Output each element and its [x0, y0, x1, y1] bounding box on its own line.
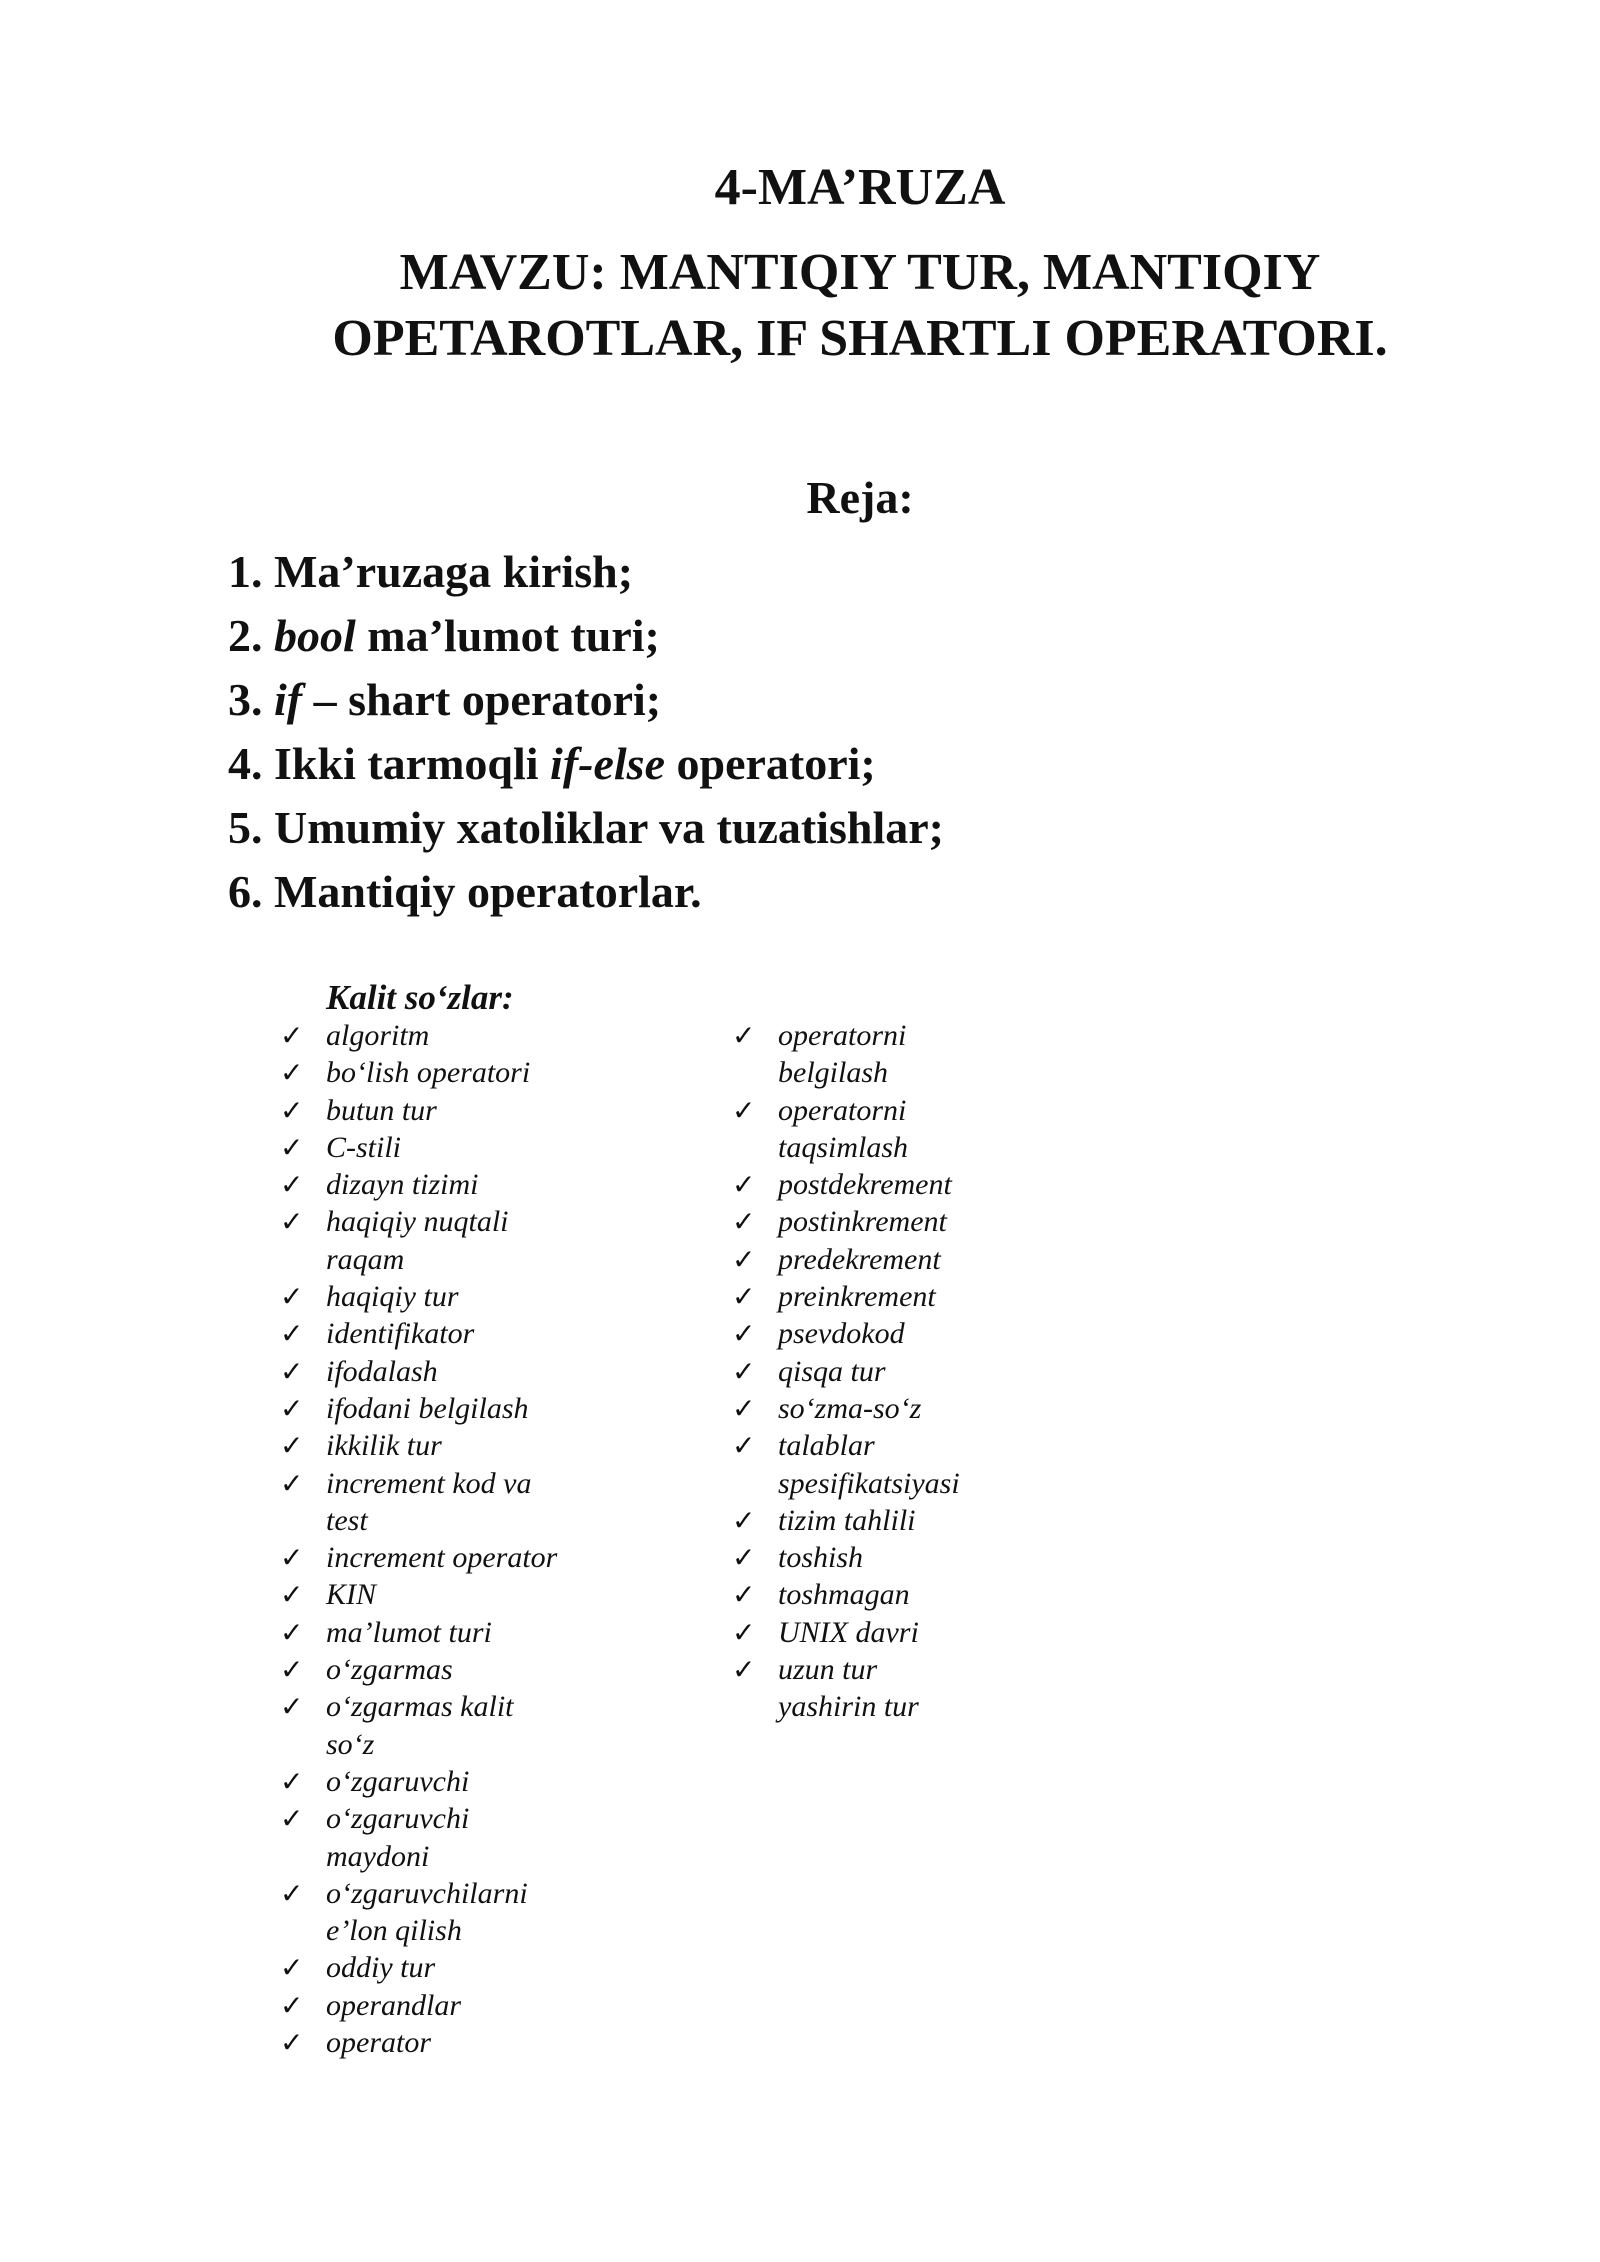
plan-item-pre: Ma’ruzaga kirish;: [262, 546, 634, 597]
keyword-item: [280, 1539, 700, 1576]
keyword-item: [732, 1166, 1062, 1203]
keywords-right-column: [732, 1017, 1062, 1726]
plan-item-pre: Mantiqiy operatorlar.: [262, 866, 702, 917]
keyword-text: ifodani belgilash: [326, 1391, 529, 1425]
keyword-text: postdekrement: [778, 1168, 952, 1202]
plan-item-pre: Ikki tarmoqli: [262, 738, 551, 789]
keyword-text: C-stili: [326, 1130, 402, 1164]
keyword-item: [732, 1539, 1062, 1576]
keyword-text: bo‘lish operatori: [326, 1056, 531, 1090]
keyword-text: preinkrement: [778, 1280, 936, 1314]
keyword-text: tizim tahlili: [778, 1503, 916, 1537]
plan-item: [228, 732, 944, 796]
keyword-text: algoritm: [326, 1019, 430, 1052]
check-mark-icon: ✓: [732, 1093, 756, 1127]
keyword-text: KIN: [326, 1578, 377, 1612]
plan-item-post: – shart operatori;: [302, 674, 662, 725]
keyword-text: yashirin tur: [778, 1690, 919, 1724]
keyword-text: o‘zgaruvchilarni: [326, 1876, 528, 1910]
keyword-item: [732, 1427, 1062, 1502]
keyword-text: test: [326, 1503, 368, 1537]
plan-item-pre: [263, 674, 275, 725]
check-mark-icon: ✓: [732, 1578, 756, 1612]
check-mark-icon: ✓: [280, 1429, 304, 1463]
keyword-item: [280, 1800, 700, 1875]
keyword-item: [280, 1465, 700, 1540]
keyword-text: ifodalash: [326, 1354, 438, 1388]
plan-item-num: 2.: [228, 610, 263, 661]
keyword-item: [280, 1949, 700, 1986]
keyword-item: [280, 1614, 700, 1651]
topic-title-line-1: MAVZU: MANTIQIY TUR, MANTIQIY: [399, 244, 1321, 301]
check-mark-icon: ✓: [280, 1056, 304, 1090]
check-mark-icon: ✓: [732, 1354, 756, 1388]
plan-item-num: 3.: [228, 674, 263, 725]
keyword-item: [732, 1576, 1062, 1613]
keyword-item: [280, 1203, 700, 1278]
plan-item-pre: [263, 610, 275, 661]
check-mark-icon: ✓: [732, 1242, 756, 1276]
plan-item-post: ma’lumot turi;: [355, 610, 660, 661]
check-mark-icon: ✓: [280, 2026, 304, 2060]
check-mark-icon: ✓: [280, 1317, 304, 1351]
check-mark-icon: ✓: [280, 1168, 304, 1202]
keyword-text: ikkilik tur: [326, 1429, 442, 1463]
plan-item-num: 6.: [228, 866, 263, 917]
check-mark-icon: ✓: [732, 1653, 756, 1687]
keyword-text: haqiqiy nuqtali: [326, 1205, 509, 1239]
keyword-text: postinkrement: [778, 1205, 947, 1239]
keyword-item: [280, 1763, 700, 1800]
keyword-item: [280, 1875, 700, 1950]
keyword-item: [732, 1241, 1062, 1278]
plan-item-num: 1.: [228, 546, 263, 597]
keyword-item: [732, 1390, 1062, 1427]
keyword-item: [280, 1092, 700, 1129]
keywords-left-column: [280, 1017, 700, 2061]
plan-item-post: operatori;: [664, 738, 876, 789]
keyword-item: [280, 2024, 700, 2061]
plan-item-pre: Umumiy xatoliklar va tuzatishlar;: [262, 802, 944, 853]
check-mark-icon: ✓: [732, 1280, 756, 1314]
keyword-item: [280, 1427, 700, 1464]
keyword-text: operator: [326, 2026, 431, 2060]
keyword-text: butun tur: [326, 1093, 437, 1127]
topic-title: [230, 240, 1490, 372]
check-mark-icon: ✓: [732, 1019, 756, 1052]
keyword-text: UNIX davri: [778, 1615, 919, 1649]
keyword-item: [280, 1166, 700, 1203]
plan-item-em: if: [274, 674, 303, 725]
keyword-text: o‘zgaruvchi: [326, 1764, 470, 1798]
keyword-item: [732, 1614, 1062, 1651]
keyword-text: operatorni: [778, 1019, 907, 1052]
keywords-heading: Kalit so‘zlar:: [326, 978, 514, 1017]
check-mark-icon: ✓: [280, 1988, 304, 2022]
check-mark-icon: ✓: [280, 1019, 304, 1052]
check-mark-icon: ✓: [732, 1429, 756, 1463]
keyword-text: dizayn tizimi: [326, 1168, 479, 1202]
keyword-text: psevdokod: [778, 1317, 905, 1351]
plan-heading: Reja:: [806, 472, 914, 523]
check-mark-icon: ✓: [280, 1130, 304, 1164]
keyword-text: operandlar: [326, 1988, 461, 2022]
keyword-text: so‘z: [326, 1727, 375, 1761]
keyword-item: [732, 1688, 1062, 1725]
check-mark-icon: ✓: [280, 1205, 304, 1239]
keyword-item: [280, 1278, 700, 1315]
plan-list: [228, 540, 944, 924]
keyword-item: [280, 1353, 700, 1390]
keyword-text: taqsimlash: [778, 1130, 909, 1164]
keyword-item: [280, 1315, 700, 1352]
keyword-text: e’lon qilish: [326, 1914, 462, 1948]
keyword-text: raqam: [326, 1242, 405, 1276]
keyword-item: [280, 1017, 700, 1054]
keyword-item: [732, 1017, 1062, 1092]
check-mark-icon: ✓: [732, 1391, 756, 1425]
plan-item-num: 4.: [228, 738, 263, 789]
check-mark-icon: ✓: [280, 1615, 304, 1649]
plan-item: [228, 604, 944, 668]
check-mark-icon: ✓: [280, 1951, 304, 1985]
keyword-text: haqiqiy tur: [326, 1280, 459, 1314]
keyword-text: increment operator: [326, 1541, 558, 1575]
check-mark-icon: ✓: [280, 1653, 304, 1687]
check-mark-icon: ✓: [732, 1205, 756, 1239]
keyword-text: identifikator: [326, 1317, 475, 1351]
keyword-text: so‘zma-so‘z: [778, 1391, 922, 1425]
plan-item: [228, 668, 944, 732]
keyword-text: o‘zgaruvchi: [326, 1802, 470, 1836]
keyword-item: [280, 1390, 700, 1427]
lecture-number: 4-MA’RUZA: [714, 159, 1006, 216]
keyword-text: talablar: [778, 1429, 875, 1463]
keyword-text: o‘zgarmas: [326, 1653, 453, 1687]
check-mark-icon: ✓: [732, 1615, 756, 1649]
keyword-item: [732, 1502, 1062, 1539]
check-mark-icon: ✓: [280, 1578, 304, 1612]
check-mark-icon: ✓: [280, 1354, 304, 1388]
keyword-text: ma’lumot turi: [326, 1615, 492, 1649]
keyword-text: belgilash: [778, 1056, 888, 1090]
check-mark-icon: ✓: [732, 1503, 756, 1537]
plan-item-em: if-else: [550, 738, 665, 789]
keyword-text: oddiy tur: [326, 1951, 436, 1985]
keyword-text: toshish: [778, 1541, 864, 1575]
check-mark-icon: ✓: [280, 1876, 304, 1910]
keyword-text: maydoni: [326, 1839, 430, 1873]
plan-item-em: bool: [274, 610, 356, 661]
keyword-item: [732, 1315, 1062, 1352]
check-mark-icon: ✓: [280, 1280, 304, 1314]
keyword-text: uzun tur: [778, 1653, 878, 1687]
keyword-text: spesifikatsiyasi: [778, 1466, 960, 1500]
topic-title-line-2: OPETAROTLAR, IF SHARTLI OPERATORI.: [332, 310, 1388, 367]
keyword-item: [732, 1278, 1062, 1315]
keyword-item: [280, 1576, 700, 1613]
check-mark-icon: ✓: [732, 1541, 756, 1575]
keyword-item: [280, 1651, 700, 1688]
keyword-item: [280, 1688, 700, 1763]
keyword-item: [732, 1353, 1062, 1390]
plan-item-num: 5.: [228, 802, 263, 853]
keyword-item: [280, 1054, 700, 1091]
keyword-text: predekrement: [778, 1242, 941, 1276]
check-mark-icon: ✓: [280, 1690, 304, 1724]
check-mark-icon: ✓: [280, 1093, 304, 1127]
keyword-item: [732, 1092, 1062, 1167]
keyword-item: [732, 1203, 1062, 1240]
keyword-text: toshmagan: [778, 1578, 910, 1612]
plan-item: [228, 860, 944, 924]
keyword-text: increment kod va: [326, 1466, 532, 1500]
check-mark-icon: ✓: [732, 1317, 756, 1351]
check-mark-icon: ✓: [732, 1168, 756, 1202]
plan-item: [228, 540, 944, 604]
check-mark-icon: ✓: [280, 1764, 304, 1798]
keyword-item: [280, 1129, 700, 1166]
keyword-text: qisqa tur: [778, 1354, 886, 1388]
plan-item: [228, 796, 944, 860]
keyword-text: operatorni: [778, 1093, 907, 1127]
keyword-item: [732, 1651, 1062, 1688]
check-mark-icon: ✓: [280, 1802, 304, 1836]
check-mark-icon: ✓: [280, 1391, 304, 1425]
check-mark-icon: ✓: [280, 1466, 304, 1500]
keyword-item: [280, 1987, 700, 2024]
keyword-text: o‘zgarmas kalit: [326, 1690, 514, 1724]
check-mark-icon: ✓: [280, 1541, 304, 1575]
